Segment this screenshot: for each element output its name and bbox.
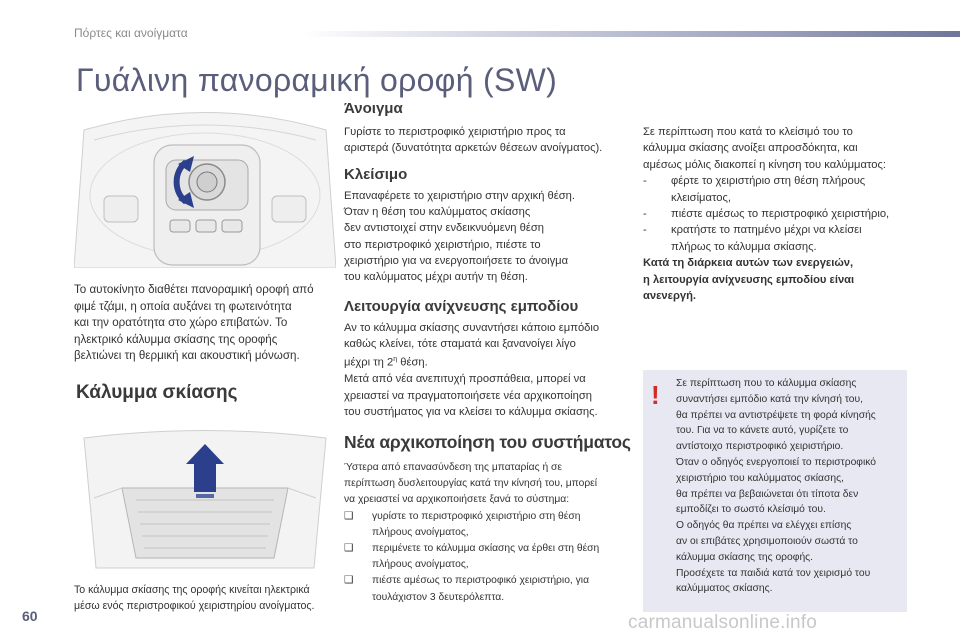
list-item: - κρατήστε το πατημένο μέχρι να κλείσει πλήρως το κάλυμμα σκίασης. — [643, 224, 862, 253]
checkbox-bullet-icon: ❑ — [344, 575, 354, 587]
warning-icon: ! — [651, 380, 660, 410]
page-number: 60 — [22, 608, 38, 624]
closing-heading: Κλείσιμο — [344, 166, 408, 183]
page-title: Γυάλινη πανοραμική οροφή (SW) — [76, 62, 558, 98]
checkbox-bullet-icon: ❑ — [344, 510, 354, 522]
reinit-heading: Νέα αρχικοποίηση του συστήματος — [344, 432, 631, 452]
warning-note-text: Σε περίπτωση που το κάλυμμα σκίασης συναντήσει εμπόδιο κατά την κίνησή του, θα πρέπει να αντιστρέψετε τη φορά κίνησής του. Για να το κάνετε αυτό, γυρίζετε το αντίστοιχο περιστροφικό χειριστήριο. Όταν ο οδηγός ενεργοποιεί το περιστροφικό χειριστήριο του καλύμματος σκίασης, θα πρέπει να βεβαιώνεται ότι τίποτα δεν εμποδίζει το σωστό κλείσιμό του. Ο οδηγός θα πρέπει να ελέγχει επίσης αν οι επιβάτες χρησιμοποιούν σωστά το κάλυμμα σκίασης της οροφής. Προσέχετε τα παιδιά κατά τον χειρισμό του καλύμματος σκίασης. — [676, 378, 877, 595]
shade-heading: Κάλυμμα σκίασης — [76, 382, 238, 403]
list-item: ❑ περιμένετε το κάλυμμα σκίασης να έρθει στη θέση πλήρους ανοίγματος, — [344, 543, 600, 571]
opening-text: Γυρίστε το περιστροφικό χειριστήριο προς τα αριστερά (δυνατότητα αρκετών θέσεων ανοίγματος). — [344, 126, 603, 155]
opening-heading: Άνοιγμα — [344, 100, 403, 117]
right-column-text: Σε περίπτωση που κατά το κλείσιμό του το κάλυμμα σκίασης ανοίξει απροσδόκητα, και αμέσως μόλις διακοπεί η κίνηση του καλύμματος: - φέρτε το χειριστήριο στη θέση πλήρους κλεισίματος, - πιέστε αμέσως το περιστροφικό χειριστήριο, - κρατήστε το πατημένο μέχρι να κλείσει πλήρως το κάλυμμα σκίασης. Κατά τη διάρκεια αυτών των ενεργειών, η λειτουργία ανίχνευσης εμποδίου είναι ανενεργή. — [643, 124, 923, 304]
roof-control-illustration — [74, 100, 336, 268]
watermark: carmanualsonline.info — [628, 612, 818, 633]
rotary-control-icon — [74, 100, 336, 268]
reinit-text: Ύστερα από επανασύνδεση της μπαταρίας ή σε περίπτωση δυσλειτουργίας κατά την κίνησή του, μπορεί να χρειαστεί να αρχικοποιήσετε ξανά το σύστημα: ❑ γυρίστε το περιστροφικό χειριστήριο στη θέση πλήρους ανοίγματος, ❑ περιμένετε το κάλυμμα σκίασης να έρθει στη θέση πλήρους ανοίγματος, ❑ πιέστε αμέσως το περιστροφικό χειριστήριο, για τουλάχιστον 3 δευτερόλεπτα. — [344, 460, 636, 606]
list-item: ❑ γυρίστε το περιστροφικό χειριστήριο στη θέση πλήρους ανοίγματος, — [344, 510, 581, 538]
roof-shade-illustration — [74, 428, 336, 573]
checkbox-bullet-icon: ❑ — [344, 543, 354, 555]
list-item: ❑ πιέστε αμέσως το περιστροφικό χειριστήριο, για τουλάχιστον 3 δευτερόλεπτα. — [344, 575, 590, 603]
shade-caption: Το κάλυμμα σκίασης της οροφής κινείται ηλεκτρικά μέσω ενός περιστροφικού χειριστηρίου ανοίγματος. — [74, 584, 315, 613]
closing-text: Επαναφέρετε το χειριστήριο στην αρχική θέση. Όταν η θέση του καλύμματος σκίασης δεν αντιστοιχεί στην ενδεικνυόμενη θέση στο περιστροφικό χειριστήριο, πιέστε το χειριστήριο για να ενεργοποιήσετε το άνοιγμα του καλύμματος μέχρι αυτήν τη θέση. — [344, 190, 575, 284]
antipinch-position-line: μέχρι τη $2^\eta$ θέση. — [344, 356, 428, 370]
antipinch-heading: Λειτουργία ανίχνευσης εμποδίου — [344, 298, 579, 315]
reinit-steps — [344, 509, 636, 606]
recovery-steps — [643, 173, 923, 255]
list-item: - πιέστε αμέσως το περιστροφικό χειριστήριο, — [643, 208, 890, 221]
header-bar — [300, 31, 960, 37]
antipinch-text: Αν το κάλυμμα σκίασης συναντήσει κάποιο εμπόδιο καθώς κλείνει, τότε σταματά και ξανανοίγει λίγο μέχρι τη $2^\eta$ θέση. Μετά από νέα ανεπιτυχή προσπάθεια, μπορεί να χρειαστεί να πραγματοποιήσετε νέα αρχικοποίηση του συστήματος για να κλείσει το κάλυμμα σκίασης. — [344, 320, 634, 420]
up-arrow-icon — [74, 428, 336, 573]
chapter-title: Πόρτες και ανοίγματα — [74, 26, 188, 40]
list-item: - φέρτε το χειριστήριο στη θέση πλήρους κλεισίματος, — [643, 175, 866, 204]
intro-paragraph: Το αυτοκίνητο διαθέτει πανοραμική οροφή από φιμέ τζάμι, η οποία αυξάνει τη φωτεινότητα και την ορατότητα στο χώρο επιβατών. Το ηλεκτρικό κάλυμμα σκίασης της οροφής βελτιώνει τη θερμική και ακουστική μόνωση. — [74, 283, 314, 363]
